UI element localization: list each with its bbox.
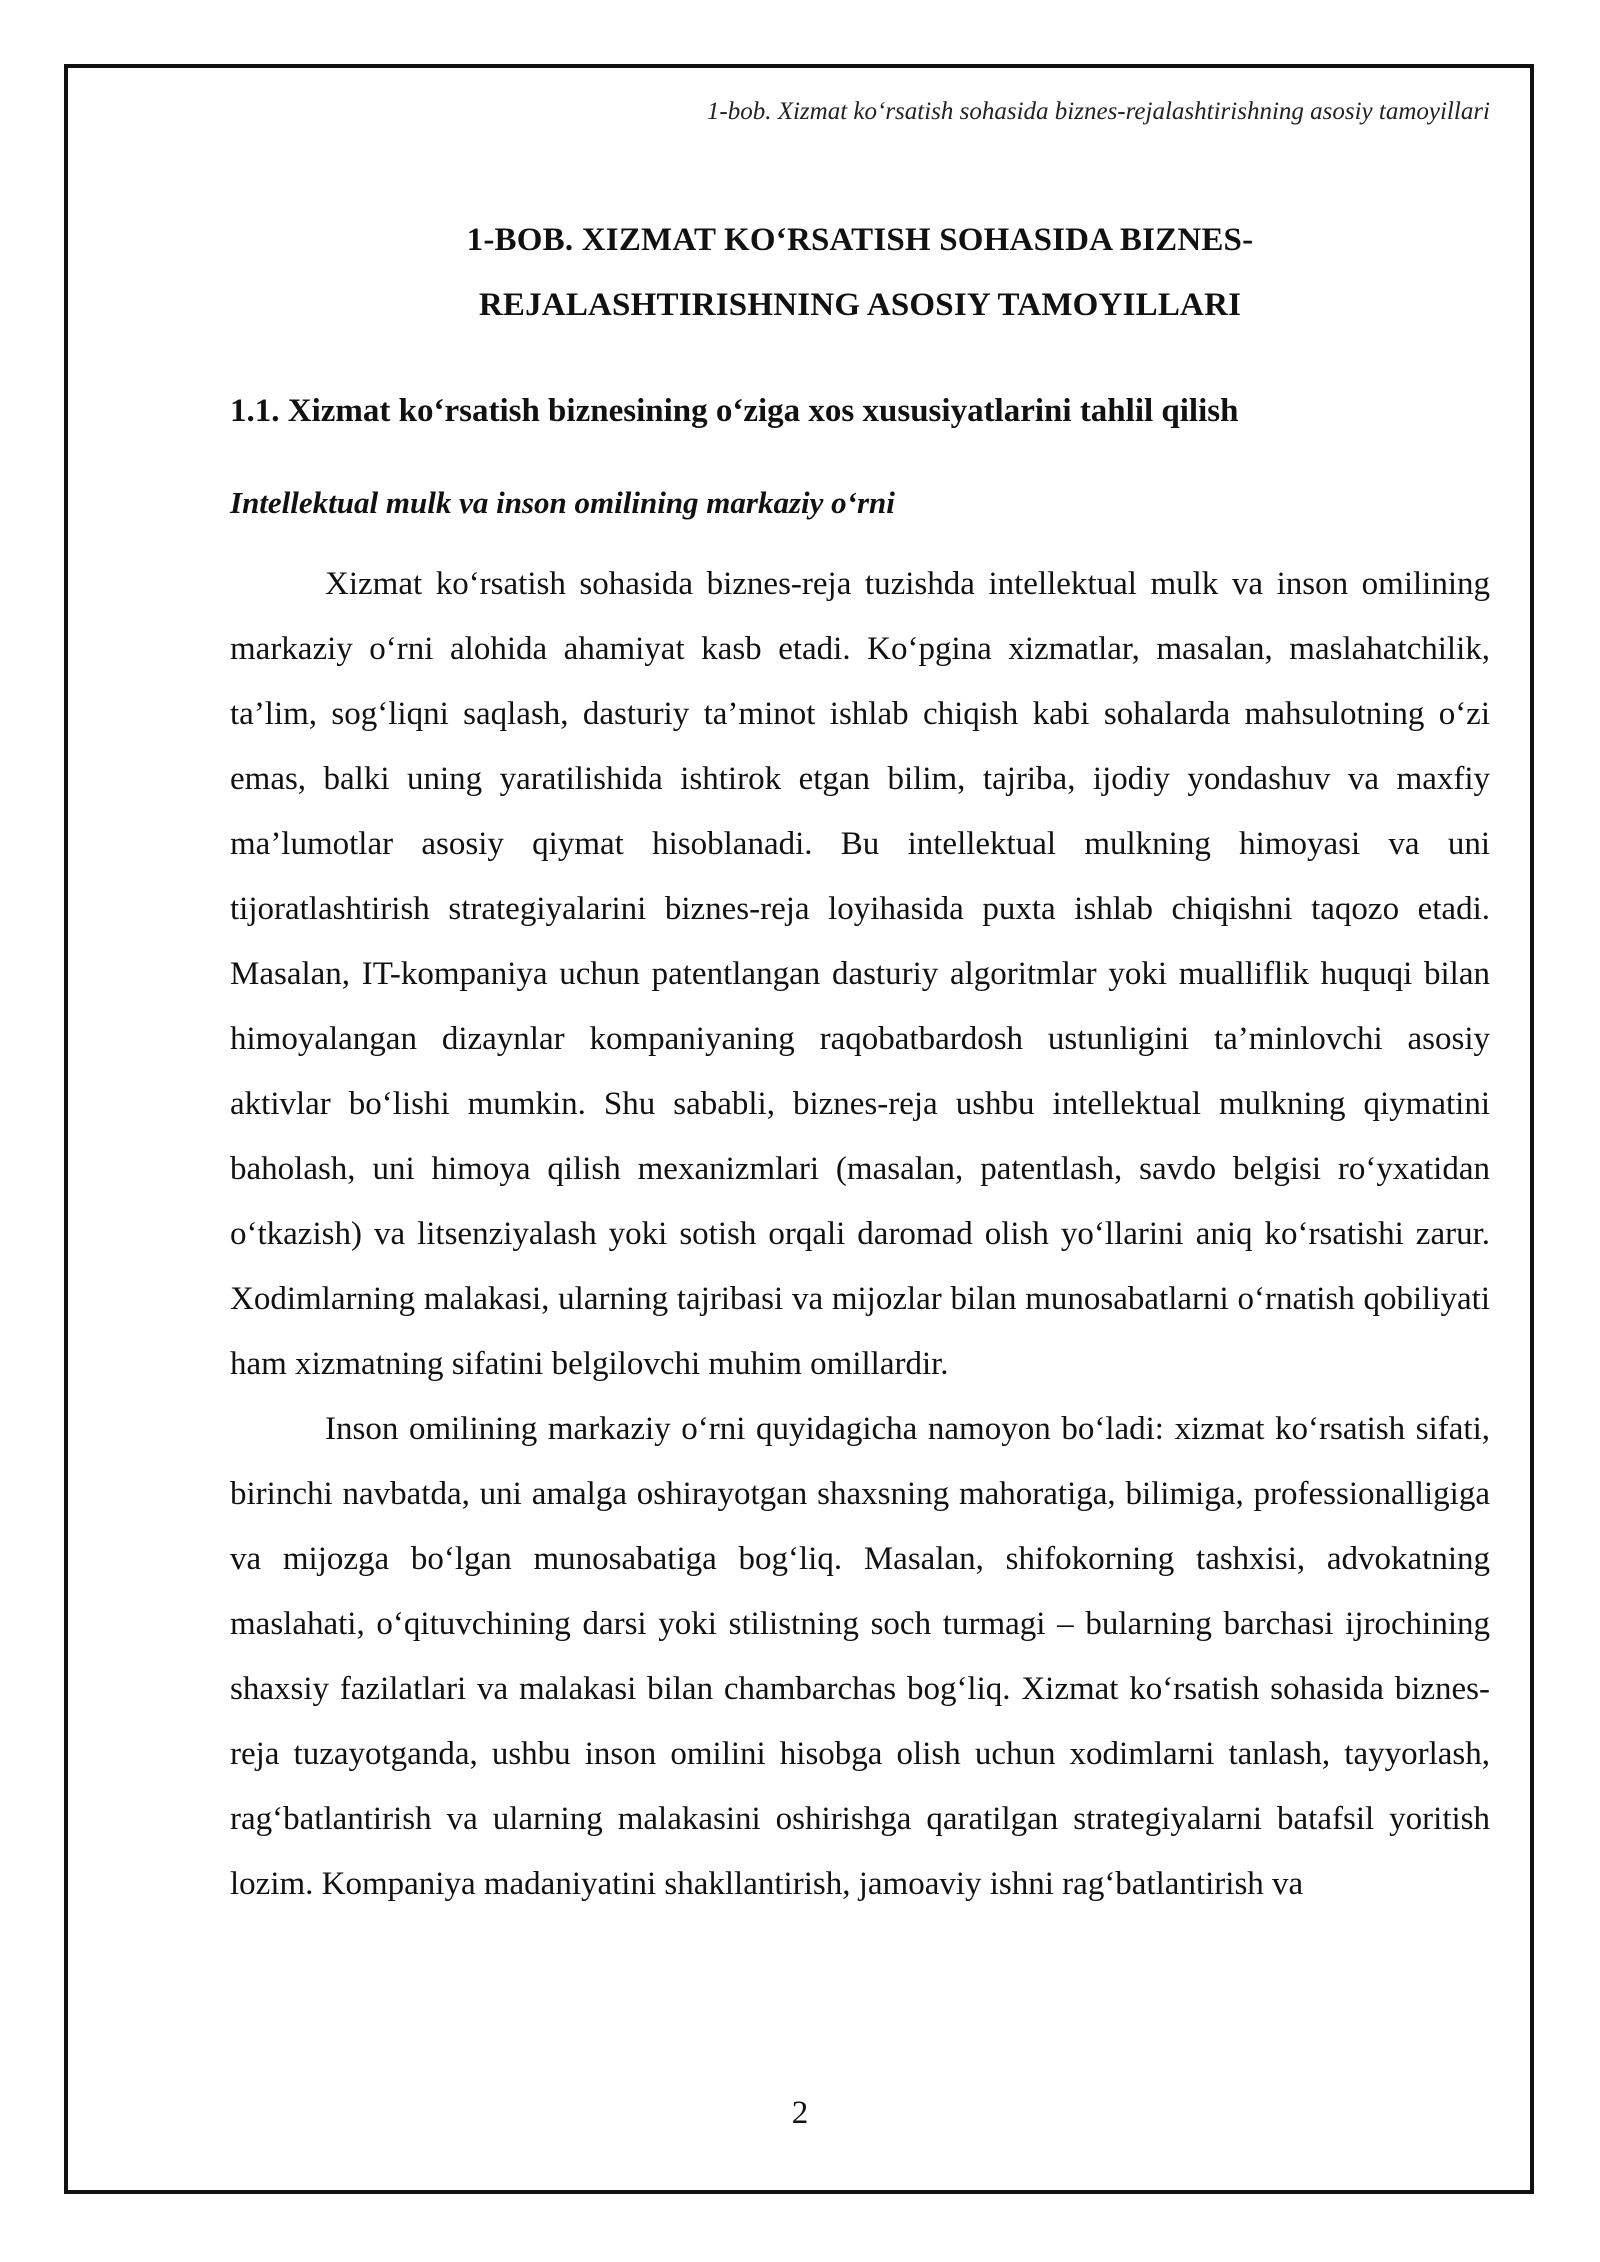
paragraph: Inson omilining markaziy o‘rni quyidagicha namoyon bo‘ladi: xizmat ko‘rsatish sifati, birinchi navbatda, uni amalga oshirayotgan shaxsning mahoratiga, bilimiga, professionalligiga va mijozga bo‘lgan munosabatiga bog‘liq. Masalan, shifokorning tashxisi, advokatning maslahati, o‘qituvchining darsi yoki stilistning soch turmagi – bularning barchasi ijrochining shaxsiy fazilatlari va malakasi bilan chambarchas bog‘liq. Xizmat ko‘rsatish sohasida biznes-reja tuzayotganda, ushbu inson omilini hisobga olish uchun xodimlarni tanlash, tayyorlash, rag‘batlantirish va ularning malakasini oshirishga qaratilgan strategiyalarni batafsil yoritish lozim. Kompaniya madaniyatini shakllantirish, jamoaviy ishni rag‘batlantirish va xyxy=(230,1411,1490,1902)
running-header: 1-bob. Xizmat ko‘rsatish sohasida biznes-rejalashtirishning asosiy tamoyillari xyxy=(706,98,1490,125)
subsection-title: Intellektual mulk va inson omilining markaziy o‘rni xyxy=(230,485,895,520)
chapter-title xyxy=(230,208,1490,338)
chapter-title-line-1: 1-BOB. XIZMAT KO‘RSATISH SOHASIDA BIZNES- xyxy=(466,222,1254,258)
chapter-title-line-2: REJALASHTIRISHNING ASOSIY TAMOYILLARI xyxy=(478,287,1242,323)
page-number: 2 xyxy=(791,2095,809,2131)
paragraph: Xizmat ko‘rsatish sohasida biznes-reja tuzishda intellektual mulk va inson omilining markaziy o‘rni alohida ahamiyat kasb etadi. Ko‘pgina xizmatlar, masalan, maslahatchilik, ta’lim, sog‘liqni saqlash, dasturiy ta’minot ishlab chiqish kabi sohalarda mahsulotning o‘zi emas, balki uning yaratilishida ishtirok etgan bilim, tajriba, ijodiy yondashuv va maxfiy ma’lumotlar asosiy qiymat hisoblanadi. Bu intellektual mulkning himoyasi va uni tijoratlashtirish strategiyalarini biznes-reja loyihasida puxta ishlab chiqishni taqozo etadi. Masalan, IT-kompaniya uchun patentlangan dasturiy algoritmlar yoki mualliflik huquqi bilan himoyalangan dizaynlar kompaniyaning raqobatbardosh ustunligini ta’minlovchi asosiy aktivlar bo‘lishi mumkin. Shu sababli, biznes-reja ushbu intellektual mulkning qiymatini baholash, uni himoya qilish mexanizmlari (masalan, patentlash, savdo belgisi ro‘yxatidan o‘tkazish) va litsenziyalash yoki sotish orqali daromad olish yo‘llarini aniq ko‘rsatishi zarur. Xodimlarning malakasi, ularning tajribasi va mijozlar bilan munosabatlarni o‘rnatish qobiliyati ham xizmatning sifatini belgilovchi muhim omillardir. xyxy=(230,566,1490,1382)
body-text xyxy=(230,552,1490,1917)
section-title: 1.1. Xizmat ko‘rsatish biznesining o‘ziga xos xususiyatlarini tahlil qilish xyxy=(230,393,1239,429)
